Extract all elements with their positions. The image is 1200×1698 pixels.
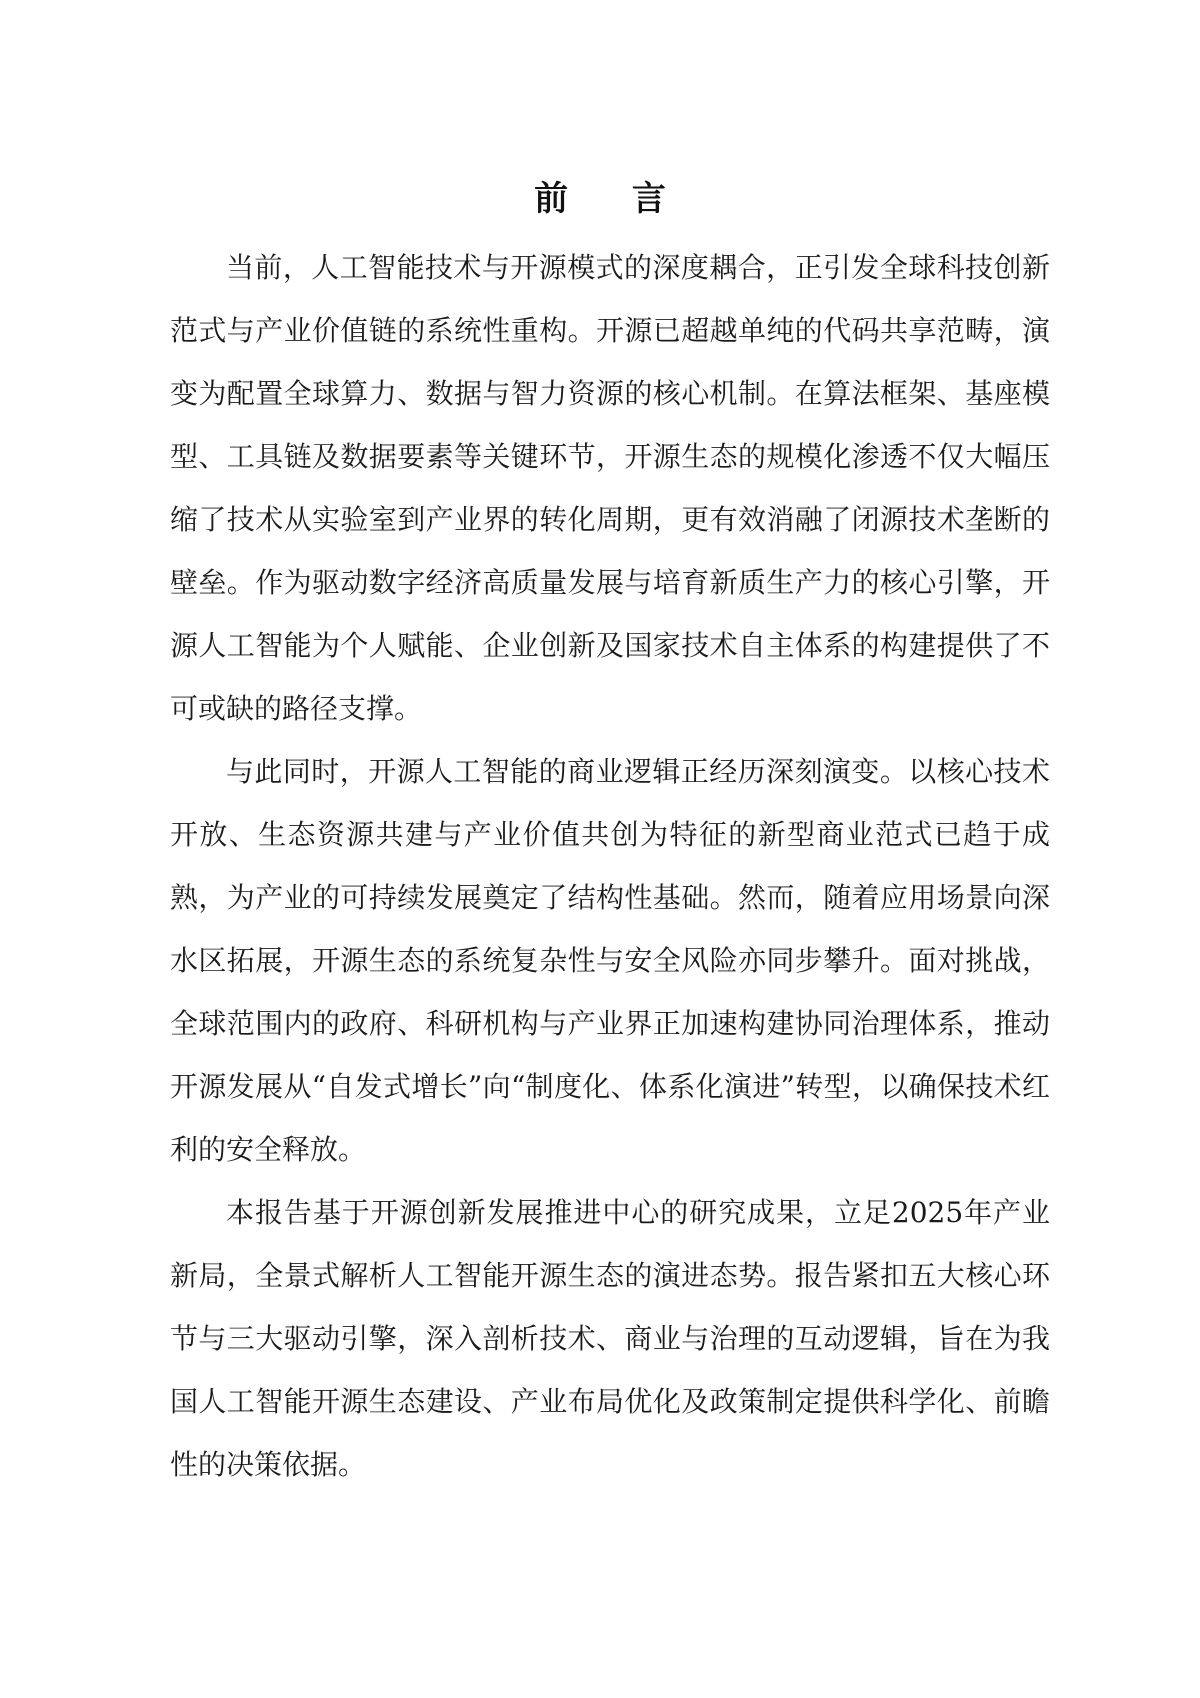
page-title: 前 言: [534, 179, 692, 219]
document-body: [170, 236, 1050, 1496]
paragraph-1: 当前，人工智能技术与开源模式的深度耦合，正引发全球科技创新范式与产业价值链的系统性重构。开源已超越单纯的代码共享范畴，演变为配置全球算力、数据与智力资源的核心机制。在算法框架、基座模型、工具链及数据要素等关键环节，开源生态的规模化渗透不仅大幅压缩了技术从实验室到产业界的转化周期，更有效消融了闭源技术垄断的壁垒。作为驱动数字经济高质量发展与培育新质生产力的核心引擎，开源人工智能为个人赋能、企业创新及国家技术自主体系的构建提供了不可或缺的路径支撑。: [170, 251, 1050, 725]
paragraph-3: 本报告基于开源创新发展推进中心的研究成果，立足2025年产业新局，全景式解析人工智能开源生态的演进态势。报告紧扣五大核心环节与三大驱动引擎，深入剖析技术、商业与治理的互动逻辑，旨在为我国人工智能开源生态建设、产业布局优化及政策制定提供科学化、前瞻性的决策依据。: [170, 1196, 1050, 1481]
paragraph-2: 与此同时，开源人工智能的商业逻辑正经历深刻演变。以核心技术开放、生态资源共建与产业价值共创为特征的新型商业范式已趋于成熟，为产业的可持续发展奠定了结构性基础。然而，随着应用场景向深水区拓展，开源生态的系统复杂性与安全风险亦同步攀升。面对挑战，全球范围内的政府、科研机构与产业界正加速构建协同治理体系，推动开源发展从“自发式增长”向“制度化、体系化演进”转型，以确保技术红利的安全释放。: [170, 755, 1050, 1166]
